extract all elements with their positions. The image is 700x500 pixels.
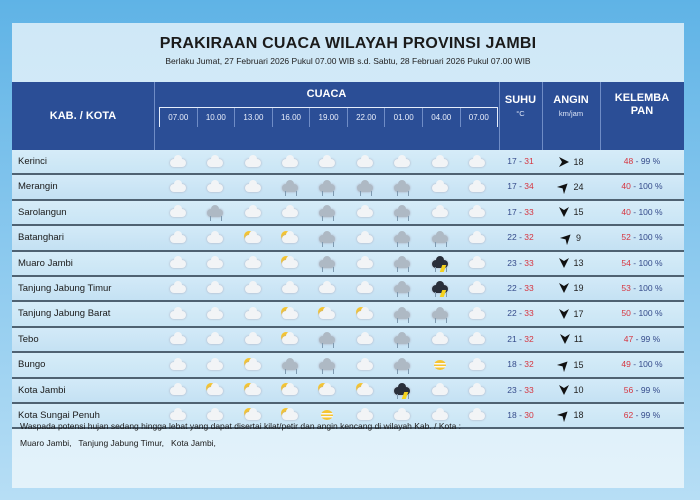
cloudy-icon xyxy=(346,226,383,249)
cloudy-icon xyxy=(159,302,196,325)
weather-icon xyxy=(429,306,451,322)
weather-icon xyxy=(204,154,226,170)
cloudy-icon xyxy=(234,201,271,224)
wind-direction-arrow-icon xyxy=(558,384,570,396)
thunderstorm-icon xyxy=(384,379,421,402)
weather-icons xyxy=(159,252,496,275)
cloudy-icon xyxy=(459,201,496,224)
region-name: Tanjung Jabung Barat xyxy=(18,308,111,320)
partly-cloudy-icon xyxy=(234,252,271,275)
time-header: 13.00 xyxy=(235,108,273,127)
weather-icon xyxy=(354,306,376,322)
region-name: Muaro Jambi xyxy=(18,257,73,269)
weather-icon xyxy=(391,357,413,373)
wind xyxy=(542,328,600,351)
weather-icon xyxy=(429,204,451,220)
rain-icon xyxy=(384,302,421,325)
time-header: 07.00 xyxy=(468,113,489,122)
col-header-suhu xyxy=(499,82,543,150)
humidity-range: 49 - 100 % xyxy=(621,359,663,370)
weather-icon xyxy=(354,357,376,373)
weather-icon xyxy=(279,306,301,322)
validity-subtitle: Berlaku Jumat, 27 Februari 2026 Pukul 07.00 WIB s.d. Sabtu, 28 Februari 2026 Pukul 07.00 WIB xyxy=(165,56,531,66)
wind-direction-arrow-icon xyxy=(556,356,573,373)
weather-icons xyxy=(159,150,496,173)
time-header: 22.00 xyxy=(348,108,386,127)
partly-sunny-icon xyxy=(271,302,308,325)
cloudy-icon xyxy=(196,175,233,198)
weather-icon xyxy=(167,306,189,322)
region-name: Kota Sungai Penuh xyxy=(18,409,100,421)
humidity-range: 48 - 99 % xyxy=(623,156,661,166)
partly-sunny-icon xyxy=(234,226,271,249)
cloudy-icon xyxy=(159,277,196,300)
humidity-range: 52 - 100 % xyxy=(621,232,663,243)
rain-icon xyxy=(309,328,346,351)
weather-icon xyxy=(242,230,264,246)
cloudy-icon xyxy=(459,277,496,300)
cloudy-icon xyxy=(196,302,233,325)
weather-icon xyxy=(466,331,488,347)
rain-icon xyxy=(271,175,308,198)
weather-icon xyxy=(279,179,301,195)
time-header: 04.00 xyxy=(423,108,461,127)
time-header: 10.00 xyxy=(198,108,236,127)
weather-icon xyxy=(429,280,451,296)
weather-icons xyxy=(159,302,496,325)
weather-icon xyxy=(242,179,264,195)
time-header: 01.00 xyxy=(385,108,423,127)
cloudy-icon xyxy=(196,226,233,249)
weather-icon xyxy=(391,306,413,322)
weather-icon xyxy=(167,255,189,271)
weather-icon xyxy=(354,280,376,296)
warning-line-2: Muaro Jambi, Tanjung Jabung Timur, Kota Jambi, xyxy=(20,438,216,448)
wind-speed: 18 xyxy=(573,410,584,421)
weather-icon xyxy=(354,204,376,220)
weather-icon xyxy=(391,154,413,170)
wind-speed: 11 xyxy=(573,334,584,345)
weather-icon xyxy=(429,357,451,373)
partly-cloudy-icon xyxy=(234,328,271,351)
weather-icon xyxy=(167,280,189,296)
time-header: 19.00 xyxy=(310,108,348,127)
partly-sunny-icon xyxy=(196,379,233,402)
temperature-range: 18 - 32 xyxy=(507,359,534,370)
wind-speed: 17 xyxy=(573,308,584,319)
rain-icon xyxy=(384,353,421,376)
rain-icon xyxy=(384,201,421,224)
humidity-range: 53 - 100 % xyxy=(621,282,663,293)
thunderstorm-icon xyxy=(421,252,458,275)
time-header: 16.00 xyxy=(273,108,311,127)
weather-icon xyxy=(204,331,226,347)
humidity-range: 47 - 99 % xyxy=(623,333,661,344)
weather-icons xyxy=(159,353,496,376)
weather-icon xyxy=(391,255,413,271)
wind xyxy=(542,175,600,198)
weather-icon xyxy=(316,331,338,347)
region-name: Kerinci xyxy=(18,156,48,167)
weather-icon xyxy=(204,357,226,373)
humidity-range: 50 - 100 % xyxy=(621,308,663,319)
weather-icon xyxy=(466,230,488,246)
temperature-range: 18 - 30 xyxy=(507,409,534,420)
region-name: Tebo xyxy=(18,333,39,345)
weather-icon xyxy=(242,154,264,170)
weather-icon xyxy=(167,204,189,220)
cloudy-icon xyxy=(159,150,196,173)
wind-direction-arrow-icon xyxy=(558,229,575,246)
cloudy-icon xyxy=(459,226,496,249)
wind-direction-arrow-icon xyxy=(558,156,570,168)
weather-icons xyxy=(159,277,496,300)
weather-icons xyxy=(159,175,496,198)
weather-icon xyxy=(429,230,451,246)
rain-icon xyxy=(309,226,346,249)
weather-icon xyxy=(429,154,451,170)
table-row xyxy=(12,175,684,200)
suhu-unit: °C xyxy=(516,109,525,118)
humidity-range: 56 - 99 % xyxy=(623,384,661,395)
wind-direction-arrow-icon xyxy=(558,308,570,320)
wind xyxy=(542,252,600,275)
weather-icon xyxy=(354,230,376,246)
weather-icon xyxy=(167,230,189,246)
weather-icon xyxy=(242,357,264,373)
partly-cloudy-icon xyxy=(346,328,383,351)
rain-icon xyxy=(421,302,458,325)
wind xyxy=(542,201,600,224)
table-row xyxy=(12,277,684,302)
partly-cloudy-icon xyxy=(271,201,308,224)
rain-icon xyxy=(346,175,383,198)
partly-cloudy-icon xyxy=(346,353,383,376)
rain-icon xyxy=(384,175,421,198)
cloudy-icon xyxy=(459,150,496,173)
cloudy-icon xyxy=(196,252,233,275)
weather-icon xyxy=(242,382,264,398)
wind-speed: 13 xyxy=(573,258,584,269)
weather-icon xyxy=(242,204,264,220)
wind xyxy=(542,404,600,427)
partly-sunny-icon xyxy=(346,302,383,325)
warning-line-1: Waspada potensi hujan sedang hingga lebat yang dapat disertai kilat/petir dan angin kencang di wilayah Kab. / Kota : xyxy=(20,421,462,431)
weather-icon xyxy=(204,280,226,296)
weather-icon xyxy=(466,179,488,195)
wind-direction-arrow-icon xyxy=(558,282,570,294)
cloudy-icon xyxy=(309,150,346,173)
angin-unit: km/jam xyxy=(558,109,584,118)
wind-speed: 9 xyxy=(575,232,581,243)
weather-icon xyxy=(466,204,488,220)
weather-icon xyxy=(466,407,488,423)
suhu-label: SUHU xyxy=(504,94,537,106)
wind xyxy=(542,353,600,376)
rain-icon xyxy=(384,226,421,249)
rain-icon xyxy=(309,353,346,376)
cloudy-icon xyxy=(196,353,233,376)
cloudy-icon xyxy=(159,379,196,402)
rain-icon xyxy=(196,201,233,224)
wind-speed: 15 xyxy=(573,207,584,218)
weather-icon xyxy=(391,331,413,347)
rain-icon xyxy=(271,353,308,376)
weather-icon xyxy=(279,280,301,296)
partly-sunny-icon xyxy=(234,353,271,376)
weather-icon xyxy=(316,255,338,271)
wind-speed: 24 xyxy=(573,181,584,192)
cloudy-icon xyxy=(159,252,196,275)
region-name: Bungo xyxy=(18,359,46,371)
col-header-cuaca xyxy=(154,82,500,150)
region-name: Sarolangun xyxy=(18,206,67,218)
partly-sunny-icon xyxy=(271,252,308,275)
cloudy-icon xyxy=(421,379,458,402)
time-header-row xyxy=(159,107,498,127)
weather-icon xyxy=(354,179,376,195)
cloudy-icon xyxy=(346,150,383,173)
cloudy-icon xyxy=(196,150,233,173)
partly-sunny-icon xyxy=(271,226,308,249)
weather-icon xyxy=(204,230,226,246)
table-row xyxy=(12,379,684,404)
col-header-angin xyxy=(542,82,601,150)
table-row xyxy=(12,353,684,378)
rain-icon xyxy=(309,175,346,198)
partly-sunny-icon xyxy=(309,379,346,402)
cloudy-icon xyxy=(346,277,383,300)
partly-sunny-icon xyxy=(234,379,271,402)
rain-icon xyxy=(384,328,421,351)
weather-icon xyxy=(354,331,376,347)
weather-icon xyxy=(391,204,413,220)
cloudy-icon xyxy=(459,328,496,351)
cloudy-icon xyxy=(346,201,383,224)
weather-icon xyxy=(429,331,451,347)
weather-icon xyxy=(466,357,488,373)
wind-speed: 18 xyxy=(573,156,584,167)
forecast-rows xyxy=(12,150,684,429)
temperature-range: 23 - 33 xyxy=(507,257,534,268)
partly-sunny-icon xyxy=(271,328,308,351)
temperature-range: 22 - 32 xyxy=(507,232,534,243)
angin-label: ANGIN xyxy=(553,94,589,106)
cloudy-icon xyxy=(459,175,496,198)
rain-icon xyxy=(384,252,421,275)
cloudy-icon xyxy=(459,302,496,325)
thunderstorm-icon xyxy=(421,277,458,300)
wind-direction-arrow-icon xyxy=(556,178,573,195)
partly-cloudy-icon xyxy=(271,150,308,173)
weather-icon xyxy=(429,382,451,398)
wind-direction-arrow-icon xyxy=(558,257,570,269)
weather-icon xyxy=(354,382,376,398)
wind-direction-arrow-icon xyxy=(558,206,570,218)
table-row xyxy=(12,302,684,327)
weather-icon xyxy=(429,179,451,195)
weather-icon xyxy=(466,154,488,170)
cloudy-icon xyxy=(421,201,458,224)
cloudy-icon xyxy=(196,328,233,351)
wind xyxy=(542,150,600,173)
wind-direction-arrow-icon xyxy=(559,333,571,345)
table-row xyxy=(12,328,684,353)
weather-icon xyxy=(204,382,226,398)
cloudy-icon xyxy=(384,150,421,173)
cloudy-icon xyxy=(459,252,496,275)
rain-icon xyxy=(309,201,346,224)
temperature-range: 17 - 31 xyxy=(507,156,534,166)
table-row xyxy=(12,201,684,226)
weather-icon xyxy=(429,255,451,271)
wind xyxy=(542,277,600,300)
col-header-kelembapan xyxy=(600,82,684,150)
wind xyxy=(542,379,600,402)
rain-icon xyxy=(384,277,421,300)
cloudy-icon xyxy=(346,252,383,275)
cloudy-icon xyxy=(459,379,496,402)
weather-icon xyxy=(316,204,338,220)
humidity-range: 62 - 99 % xyxy=(623,409,661,420)
weather-icon xyxy=(391,382,413,398)
weather-icon xyxy=(316,179,338,195)
partly-sunny-icon xyxy=(346,379,383,402)
weather-icon xyxy=(354,154,376,170)
cloudy-icon xyxy=(234,302,271,325)
temperature-range: 21 - 32 xyxy=(507,333,534,344)
weather-icon xyxy=(316,230,338,246)
weather-icon xyxy=(242,331,264,347)
weather-icons xyxy=(159,379,496,402)
weather-icon xyxy=(466,382,488,398)
weather-icon xyxy=(391,179,413,195)
table-row xyxy=(12,226,684,251)
weather-icons xyxy=(159,201,496,224)
weather-icon xyxy=(204,255,226,271)
weather-icon xyxy=(466,306,488,322)
weather-icon xyxy=(279,357,301,373)
temperature-range: 23 - 33 xyxy=(507,384,534,395)
temperature-range: 22 - 33 xyxy=(507,308,534,319)
weather-icon xyxy=(316,280,338,296)
weather-icon xyxy=(316,154,338,170)
weather-icon xyxy=(279,230,301,246)
partly-sunny-icon xyxy=(271,379,308,402)
wind-speed: 19 xyxy=(573,283,584,294)
cloudy-icon xyxy=(159,175,196,198)
weather-icon xyxy=(466,255,488,271)
humidity-range: 40 - 100 % xyxy=(621,181,663,192)
region-name: Merangin xyxy=(18,181,58,193)
rain-icon xyxy=(421,226,458,249)
weather-icon xyxy=(466,280,488,296)
weather-icon xyxy=(354,255,376,271)
weather-icon xyxy=(316,357,338,373)
wind-direction-arrow-icon xyxy=(556,407,573,424)
warning-note xyxy=(20,418,461,452)
partly-cloudy-icon xyxy=(234,150,271,173)
weather-icon xyxy=(242,255,264,271)
weather-icon xyxy=(279,331,301,347)
weather-icon xyxy=(204,204,226,220)
weather-icon xyxy=(391,280,413,296)
temperature-range: 22 - 33 xyxy=(507,282,534,293)
weather-icons xyxy=(159,226,496,249)
cloudy-icon xyxy=(421,328,458,351)
col-header-kab-kota: KAB. / KOTA xyxy=(12,82,155,150)
humidity-range: 40 - 100 % xyxy=(621,206,663,217)
cloudy-icon xyxy=(421,150,458,173)
weather-icon xyxy=(279,204,301,220)
cloudy-icon xyxy=(459,353,496,376)
wind-speed: 10 xyxy=(573,385,584,396)
weather-icon xyxy=(391,230,413,246)
weather-icon xyxy=(167,154,189,170)
weather-icon xyxy=(167,382,189,398)
cloudy-icon xyxy=(159,201,196,224)
temperature-range: 17 - 34 xyxy=(507,181,534,192)
cloudy-icon xyxy=(234,277,271,300)
cloudy-icon xyxy=(196,277,233,300)
cuaca-label: CUACA xyxy=(306,88,347,100)
time-header: 07.00 xyxy=(160,108,198,127)
partly-cloudy-icon xyxy=(271,277,308,300)
weather-icon xyxy=(316,306,338,322)
wind xyxy=(542,302,600,325)
cloudy-icon xyxy=(234,175,271,198)
weather-icon xyxy=(279,382,301,398)
cloudy-icon xyxy=(421,175,458,198)
cloudy-icon xyxy=(159,328,196,351)
humidity-range: 54 - 100 % xyxy=(621,257,663,268)
table-row xyxy=(12,150,684,175)
partly-cloudy-icon xyxy=(309,277,346,300)
table-row xyxy=(12,252,684,277)
region-name: Tanjung Jabung Timur xyxy=(18,282,112,294)
kelembapan-label: KELEMBA PAN xyxy=(614,92,670,117)
weather-icon xyxy=(316,382,338,398)
cloudy-icon xyxy=(159,226,196,249)
weather-icon xyxy=(242,306,264,322)
weather-icon xyxy=(204,306,226,322)
weather-icon xyxy=(279,255,301,271)
weather-icon xyxy=(204,179,226,195)
region-name: Kota Jambi xyxy=(18,384,66,396)
temperature-range: 17 - 33 xyxy=(507,206,534,217)
partly-sunny-icon xyxy=(309,302,346,325)
weather-icon xyxy=(167,179,189,195)
weather-icon xyxy=(279,154,301,170)
wind xyxy=(542,226,600,249)
rain-icon xyxy=(309,252,346,275)
weather-icon xyxy=(242,280,264,296)
weather-icon xyxy=(167,331,189,347)
region-name: Batanghari xyxy=(18,232,64,244)
haze-icon xyxy=(421,353,458,376)
forecast-panel xyxy=(12,23,684,488)
weather-icon xyxy=(167,357,189,373)
cloudy-icon xyxy=(459,404,496,427)
cloudy-icon xyxy=(159,353,196,376)
table-header xyxy=(12,82,684,150)
wind-speed: 15 xyxy=(573,359,584,370)
page-title: PRAKIRAAN CUACA WILAYAH PROVINSI JAMBI xyxy=(159,35,537,52)
weather-icons xyxy=(159,328,496,351)
